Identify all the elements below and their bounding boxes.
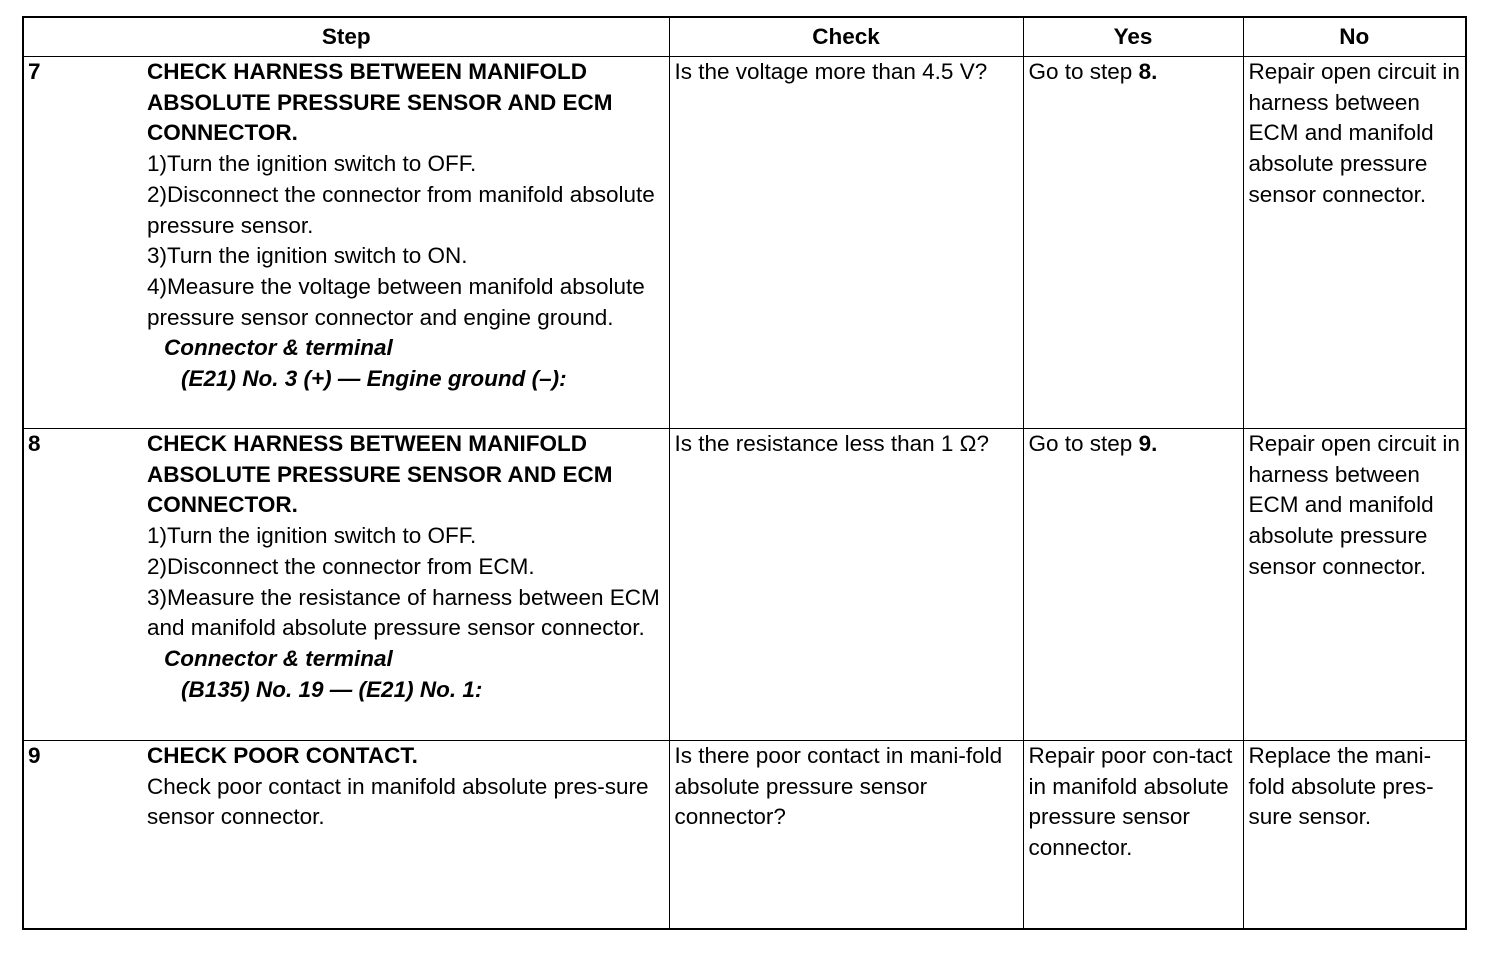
step-number: 9 (23, 741, 145, 930)
header-no: No (1243, 17, 1466, 57)
header-check: Check (669, 17, 1023, 57)
step-cell (145, 429, 669, 741)
step-cell (145, 57, 669, 429)
header-step: Step (23, 17, 669, 57)
header-yes: Yes (1023, 17, 1243, 57)
check-cell: Is there poor contact in mani-fold absolute pressure sensor connector? (669, 741, 1023, 930)
connector-terminal: (B135) No. 19 — (E21) No. 1: (181, 676, 483, 702)
yes-cell: Repair poor con-tact in manifold absolute pressure sensor connector. (1023, 741, 1243, 930)
connector-terminal: (E21) No. 3 (+) — Engine ground (–): (181, 366, 567, 392)
step-number: 7 (23, 57, 145, 429)
check-cell: Is the voltage more than 4.5 V? (669, 57, 1023, 429)
procedure-line: Check poor contact in manifold absolute pres-sure sensor connector. (147, 773, 649, 830)
no-cell: Replace the mani-fold absolute pres-sure sensor. (1243, 741, 1466, 930)
table-row (23, 429, 1466, 741)
procedure-line: 4)Measure the voltage between manifold absolute pressure sensor connector and engine ground. (147, 273, 645, 330)
header-row (23, 17, 1466, 57)
step-cell (145, 741, 669, 930)
yes-step-link: 9. (1138, 431, 1158, 456)
check-cell: Is the resistance less than 1 Ω? (669, 429, 1023, 741)
step-title: CHECK POOR CONTACT. (147, 743, 418, 768)
yes-cell (1023, 429, 1243, 741)
yes-step-link: 8. (1138, 59, 1158, 84)
procedure-line: 2)Disconnect the connector from ECM. (147, 553, 535, 579)
connector-heading: Connector & terminal (164, 335, 393, 361)
procedure-line: 2)Disconnect the connector from manifold absolute pressure sensor. (147, 181, 655, 238)
step-title: CHECK HARNESS BETWEEN MANIFOLD ABSOLUTE PRESSURE SENSOR AND ECM CONNECTOR. (147, 59, 613, 146)
procedure-line: 1)Turn the ignition switch to OFF. (147, 523, 477, 549)
procedure-line: 3)Measure the resistance of harness between ECM and manifold absolute pressure sensor connector. (147, 584, 660, 641)
no-cell: Repair open circuit in harness between ECM and manifold absolute pressure sensor connector. (1243, 57, 1466, 429)
yes-prefix: Go to step (1028, 59, 1139, 84)
procedure-line: 3)Turn the ignition switch to ON. (147, 243, 468, 269)
table-row (23, 741, 1466, 930)
yes-prefix: Go to step (1028, 431, 1139, 456)
no-cell: Repair open circuit in harness between ECM and manifold absolute pressure sensor connector. (1243, 429, 1466, 741)
yes-cell (1023, 57, 1243, 429)
diagnostic-table (22, 16, 1467, 930)
connector-heading: Connector & terminal (164, 645, 393, 671)
step-number: 8 (23, 429, 145, 741)
step-title: CHECK HARNESS BETWEEN MANIFOLD ABSOLUTE PRESSURE SENSOR AND ECM CONNECTOR. (147, 431, 613, 518)
procedure-line: 1)Turn the ignition switch to OFF. (147, 151, 477, 177)
table-row (23, 57, 1466, 429)
